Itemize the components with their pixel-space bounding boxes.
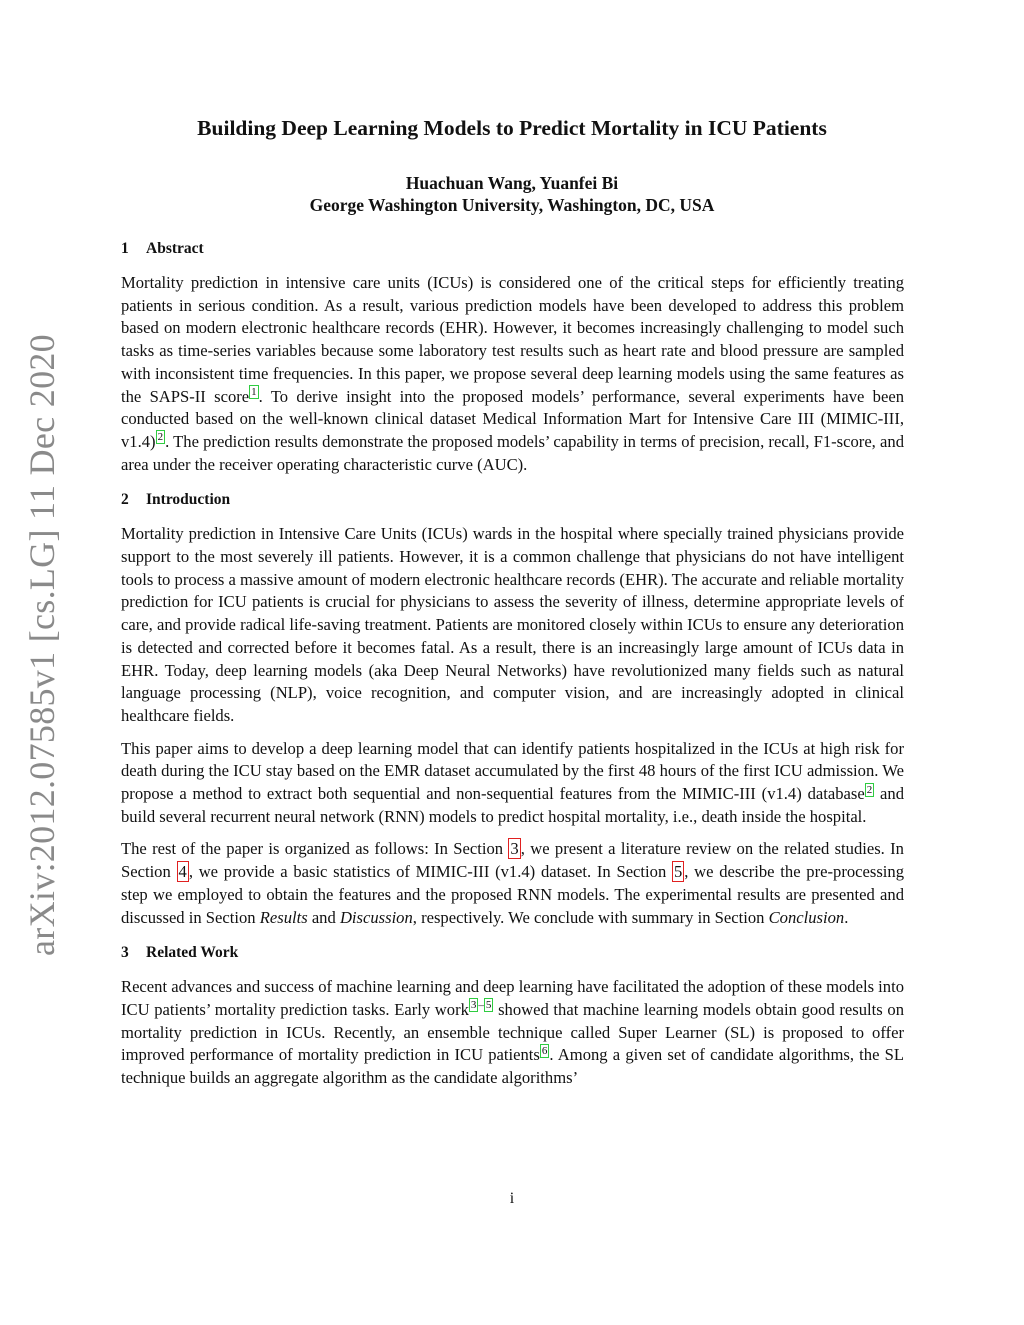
intro-paragraph-2 — [121, 738, 904, 829]
citation-link[interactable]: 2 — [866, 783, 873, 796]
related-work-paragraph — [121, 976, 904, 1090]
author-names: Huachuan Wang, Yuanfei Bi — [405, 173, 619, 193]
text-run: and build several recurrent neural network (RNN) models to predict hospital mortality, i.e., death inside the hospital. — [121, 784, 904, 826]
text-run: , we present a literature review on the related studies. In Section — [121, 839, 904, 882]
section-reference-link[interactable]: 5 — [673, 862, 683, 882]
text-run: , we describe the pre-processing step we employed to obtain the features and the proposed RNN models. The experimental results are presented and discussed in Section — [121, 862, 904, 927]
citation-link[interactable]: 2 — [157, 431, 164, 444]
section-reference-link[interactable]: 3 — [510, 839, 519, 859]
section-heading — [121, 489, 904, 511]
text-run: Mortality prediction in intensive care units (ICUs) is considered one of the critical steps for efficiently treating patients in serious condition. As a result, various prediction models have been developed to address this problem based on modern electronic healthcare records (EHR). However, it becomes increasingly challenging to model such tasks as time-series variables because some laboratory test results such as heart rate and blood pressure are sampled with inconsistent time frequencies. In this paper, we propose several deep learning models using the same features as the SAPS-II score — [121, 273, 904, 406]
section-name-results: Results — [259, 907, 308, 927]
paper-body — [121, 238, 904, 1103]
section-title: Introduction — [146, 491, 231, 509]
arxiv-identifier-stamp — [22, 334, 62, 956]
text-run: Recent advances and success of machine learning and deep learning have facilitated the adoption of these models into ICU patients’ mortality prediction tasks. Early work — [121, 977, 904, 1019]
text-run: , we provide a basic statistics of MIMIC-III (v1.4) dataset. In Section — [188, 862, 672, 882]
intro-paragraph-1: Mortality prediction in Intensive Care Units (ICUs) wards in the hospital where specially trained physicians provide support to the most severely ill patients. However, it is a common challenge that physicians do not have intelligent tools to process a massive amount of modern electronic healthcare records (EHR). The accurate and reliable mortality prediction for ICU patients is crucial for physicians to assess the severity of illness, determine appropriate levels of care, and provide radical life-saving treatment. Patients are monitored closely within ICUs to ensure any deterioration is detected and corrected before it becomes fatal. As a result, there is an increasingly large amount of ICUs data in EHR. Today, deep learning models (aka Deep Neural Networks) have revolutionized many fields such as natural language processing (NLP), voice recognition, and computer vision, and are increasingly adopted in clinical healthcare fields. — [121, 524, 904, 725]
author-block — [0, 172, 1024, 216]
section-introduction — [121, 489, 904, 929]
section-name-discussion: Discussion — [339, 907, 413, 927]
arxiv-stamp-text: arXiv:2012.07585v1 [cs.LG] 11 Dec 2020 — [22, 334, 62, 956]
text-run: The rest of the paper is organized as follows: In Section — [121, 839, 509, 859]
abstract-paragraph — [121, 272, 904, 476]
section-abstract — [121, 238, 904, 476]
text-run: and — [307, 907, 340, 927]
text-run: . Among a given set of candidate algorithms, the SL technique builds an aggregate algorithm as the candidate algorithms’ — [121, 1045, 905, 1088]
citation-link[interactable]: 3 — [470, 999, 477, 1012]
text-run: This paper aims to develop a deep learning model that can identify patients hospitalized in the ICUs at high risk for death during the ICU stay based on the EMR dataset accumulated by the first 48 hours of the first ICU admission. We propose a method to extract both sequential and non-sequential features from the MIMIC-III (v1.4) database — [121, 738, 904, 804]
paper-title: Building Deep Learning Models to Predict Mortality in ICU Patients — [197, 116, 827, 140]
section-number: 1 — [121, 240, 129, 257]
section-title: Related Work — [146, 944, 239, 962]
citation-link[interactable]: 5 — [485, 999, 492, 1012]
citation-link[interactable]: 1 — [251, 385, 257, 398]
section-number: 2 — [121, 491, 129, 509]
intro-paragraph-3 — [121, 838, 904, 929]
section-reference-link[interactable]: 4 — [178, 862, 187, 882]
text-run: , respectively. We conclude with summary in Section — [412, 907, 769, 927]
text-run: showed that machine learning models obtain good results on mortality prediction in ICUs. Recently, an ensemble technique called Super Learner (SL) is proposed to offer improved performance of mortality prediction in ICU patients — [121, 999, 904, 1065]
section-title: Abstract — [146, 240, 204, 257]
citation-range-separator: – — [478, 999, 484, 1012]
author-affiliation: George Washington University, Washington, DC, USA — [309, 195, 715, 215]
citation-link[interactable]: 6 — [541, 1044, 548, 1057]
section-heading — [121, 942, 904, 964]
page-number: i — [509, 1190, 515, 1207]
section-name-conclusion: Conclusion — [768, 907, 845, 927]
section-related-work — [121, 942, 904, 1090]
text-run: . To derive insight into the proposed models’ performance, several experiments have been conducted based on the well-known clinical dataset Medical Information Mart for Intensive Care III (MIMIC-III, v1.4) — [121, 386, 905, 451]
section-number: 3 — [121, 944, 129, 962]
text-run: . The prediction results demonstrate the proposed models’ capability in terms of precision, recall, F1-score, and area under the receiver operating characteristic curve (AUC). — [121, 431, 904, 474]
text-run: . — [844, 907, 849, 927]
section-heading — [121, 238, 904, 260]
